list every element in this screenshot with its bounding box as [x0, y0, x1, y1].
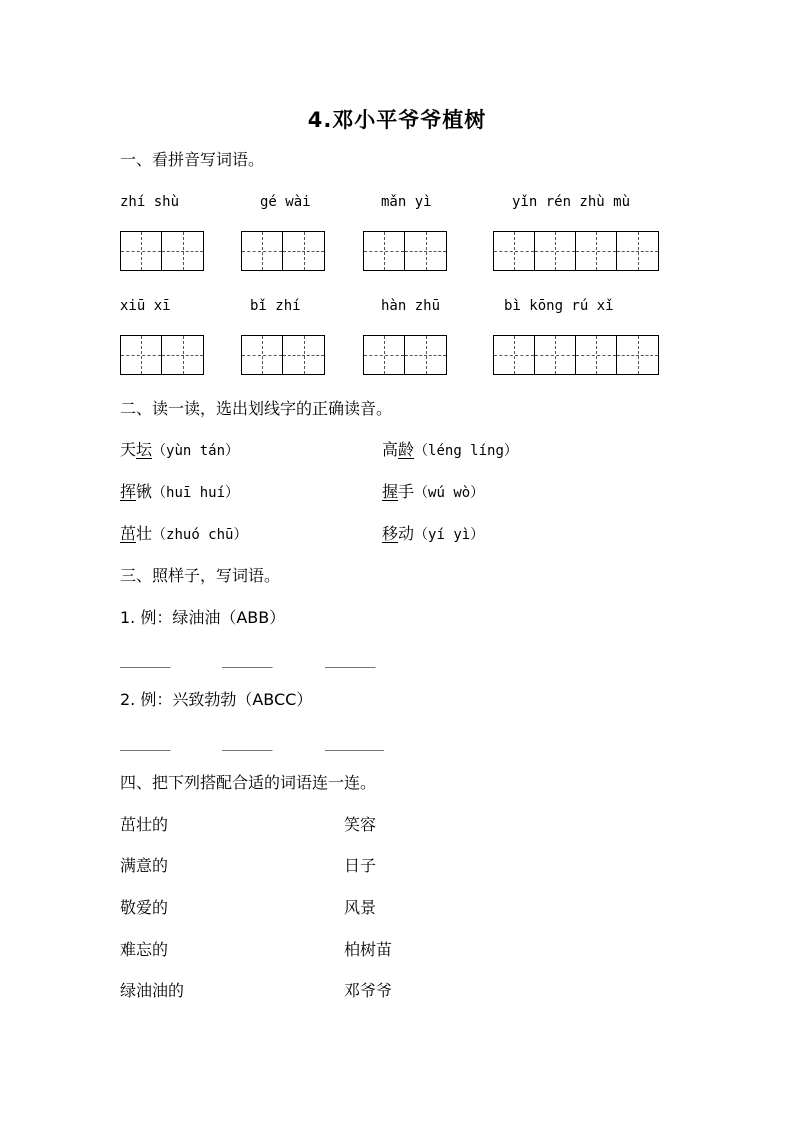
pinyin-label: gé wài	[260, 194, 311, 210]
match-left-item[interactable]: 茁壮的	[120, 815, 169, 834]
pronunciation-options: （yùn tán）	[152, 443, 240, 459]
writing-grid[interactable]	[493, 231, 659, 271]
section4-heading: 四、把下列搭配合适的词语连一连。	[120, 773, 377, 792]
writing-grid[interactable]	[120, 335, 204, 375]
match-right-item[interactable]: 笑容	[344, 815, 377, 834]
grid-cell[interactable]	[364, 336, 405, 374]
pronunciation-options: （yí yì）	[414, 527, 485, 543]
answer-blank[interactable]: ______	[325, 652, 376, 668]
grid-cell[interactable]	[535, 232, 576, 270]
match-left-item[interactable]: 绿油油的	[120, 981, 185, 1000]
pronunciation-options: （zhuó chū）	[152, 527, 248, 543]
grid-cell[interactable]	[162, 232, 203, 270]
grid-cell[interactable]	[121, 336, 162, 374]
underlined-char: 龄	[398, 440, 415, 459]
grid-cell[interactable]	[162, 336, 203, 374]
pinyin-label: hàn zhū	[381, 298, 441, 314]
item-char: 天	[120, 440, 137, 459]
match-right-item[interactable]: 日子	[344, 856, 377, 875]
grid-cell[interactable]	[576, 336, 617, 374]
reading-item	[120, 482, 239, 503]
grid-cell[interactable]	[494, 232, 535, 270]
grid-cell[interactable]	[283, 232, 324, 270]
writing-grid[interactable]	[120, 231, 204, 271]
section2-heading: 二、读一读，选出划线字的正确读音。	[120, 399, 393, 418]
section3-heading: 三、照样子，写词语。	[120, 566, 281, 585]
underlined-char: 挥	[120, 482, 137, 501]
pinyin-label: mǎn yì	[381, 194, 432, 210]
match-left-item[interactable]: 难忘的	[120, 940, 169, 959]
pinyin-label: yǐn rén zhù mù	[512, 194, 631, 210]
pronunciation-options: （wú wò）	[414, 485, 485, 501]
grid-cell[interactable]	[405, 232, 446, 270]
answer-blank[interactable]: ______	[120, 735, 171, 751]
answer-blank[interactable]: _______	[325, 735, 385, 751]
match-left-item[interactable]: 满意的	[120, 856, 169, 875]
underlined-char: 移	[382, 524, 399, 543]
pronunciation-options: （huī huí）	[152, 485, 240, 501]
item-char: 高	[382, 440, 399, 459]
match-right-item[interactable]: 柏树苗	[344, 940, 393, 959]
writing-grid[interactable]	[363, 335, 447, 375]
writing-grid[interactable]	[241, 335, 325, 375]
grid-cell[interactable]	[364, 232, 405, 270]
grid-cell[interactable]	[121, 232, 162, 270]
reading-item	[382, 524, 484, 545]
reading-item	[382, 482, 484, 503]
reading-item	[120, 524, 247, 545]
answer-blank[interactable]: ______	[120, 652, 171, 668]
reading-item	[382, 440, 518, 461]
answer-blank[interactable]: ______	[222, 652, 273, 668]
pinyin-label: xiū xī	[120, 298, 171, 314]
reading-item	[120, 440, 239, 461]
pinyin-label: bǐ zhí	[250, 298, 301, 314]
example-2: 2. 例：兴致勃勃（ABCC）	[120, 690, 313, 709]
pinyin-label: bì kōng rú xǐ	[504, 298, 614, 314]
underlined-char: 茁	[120, 524, 137, 543]
section1-heading: 一、看拼音写词语。	[120, 150, 265, 169]
writing-grid[interactable]	[363, 231, 447, 271]
pronunciation-options: （léng líng）	[414, 443, 518, 459]
grid-cell[interactable]	[617, 336, 658, 374]
grid-cell[interactable]	[535, 336, 576, 374]
page-title: 4.邓小平爷爷植树	[307, 108, 487, 132]
writing-grid[interactable]	[241, 231, 325, 271]
underlined-char: 握	[382, 482, 399, 501]
example-1: 1. 例：绿油油（ABB）	[120, 608, 286, 627]
grid-cell[interactable]	[494, 336, 535, 374]
item-char: 动	[398, 524, 415, 543]
item-char: 锹	[136, 482, 153, 501]
pinyin-label: zhí shù	[120, 194, 180, 210]
grid-cell[interactable]	[242, 336, 283, 374]
grid-cell[interactable]	[242, 232, 283, 270]
item-char: 手	[398, 482, 415, 501]
grid-cell[interactable]	[283, 336, 324, 374]
match-left-item[interactable]: 敬爱的	[120, 898, 169, 917]
grid-cell[interactable]	[576, 232, 617, 270]
match-right-item[interactable]: 邓爷爷	[344, 981, 393, 1000]
grid-cell[interactable]	[405, 336, 446, 374]
item-char: 壮	[136, 524, 153, 543]
underlined-char: 坛	[136, 440, 153, 459]
writing-grid[interactable]	[493, 335, 659, 375]
answer-blank[interactable]: ______	[222, 735, 273, 751]
match-right-item[interactable]: 风景	[344, 898, 377, 917]
grid-cell[interactable]	[617, 232, 658, 270]
